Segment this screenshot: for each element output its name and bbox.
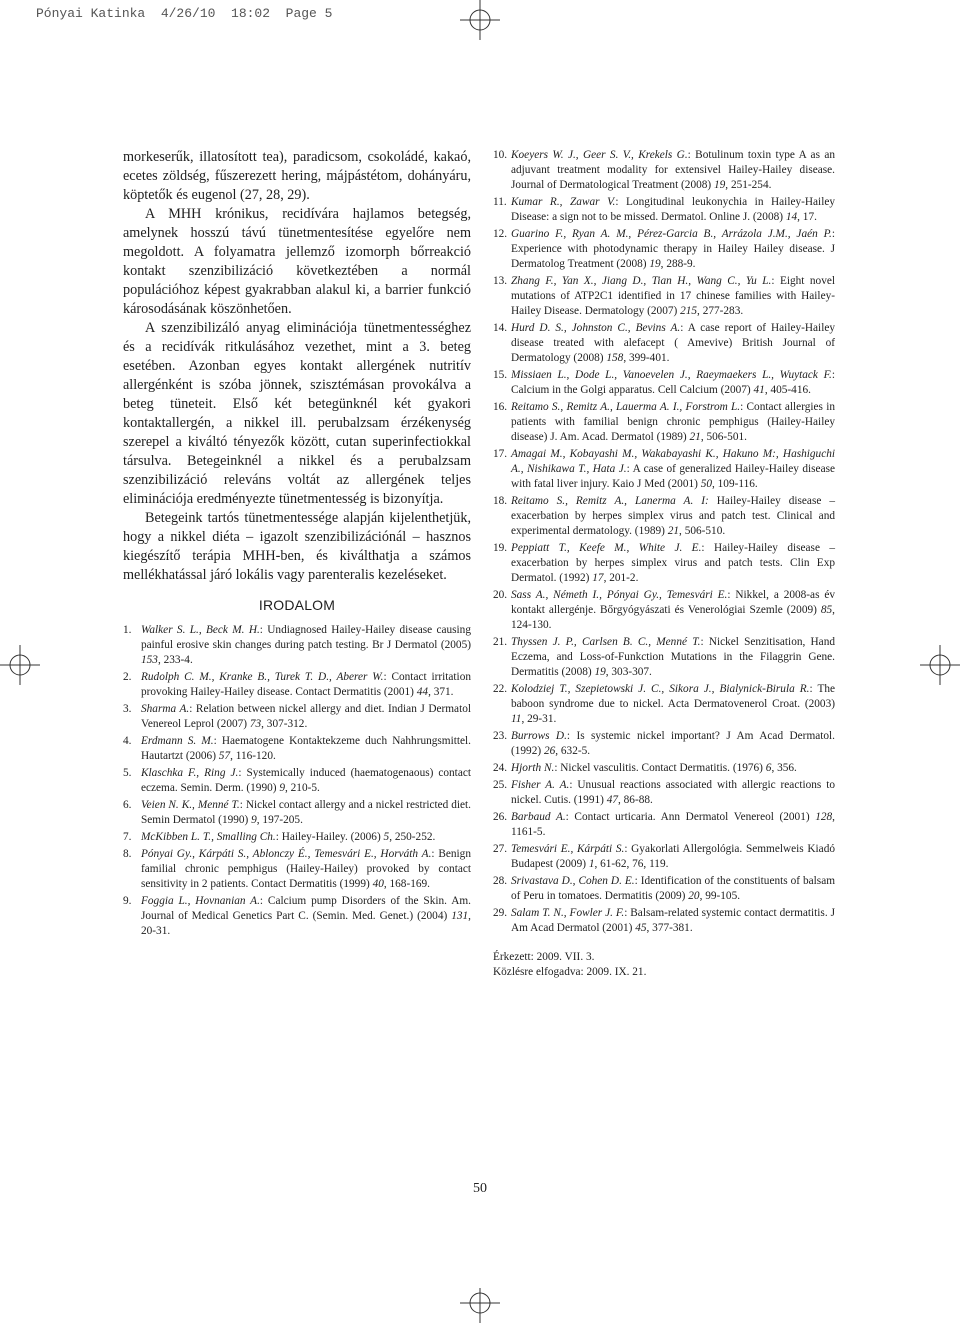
reference-pages: , 288-9. [660,258,696,270]
reference-item [493,400,835,445]
reference-item [123,830,471,845]
reference-pages: , 29-31. [521,713,557,725]
reference-text: : Calcium pump Disorders of the Skin. Am. Journal of Medical Genetics Part C. (Semin. Med. Genet.) (2004) [141,895,471,922]
reference-volume: 21 [667,525,680,537]
reference-volume: 153 [141,654,158,666]
reference-number: 12. [493,228,508,240]
reference-number: 10. [493,149,508,161]
reference-number: 22. [493,683,508,695]
reference-item [123,670,471,700]
reference-volume: 21 [689,431,701,443]
reference-item [493,148,835,193]
reference-authors: Koeyers W. J., Geer S. V., Krekels G. [511,149,688,161]
left-column [123,148,471,941]
reference-text: : Gyakorlati Allergológia. Semmelweis Kiadó Budapest (2009) [511,843,835,870]
reference-number: 27. [493,843,508,855]
reference-item [493,195,835,225]
reference-pages: , 371. [428,686,454,698]
reference-pages: , 124-130. [511,604,835,631]
reference-number: 29. [493,907,508,919]
reference-item [493,761,835,776]
reference-number: 26. [493,811,508,823]
reference-pages: , 210-5. [285,782,320,794]
reference-pages: , 277-283. [697,305,744,317]
reference-number: 9. [123,895,132,907]
body-paragraph: A szenzibilizáló anyag eliminációja tünetmentességhez és a recidívák ritkulásához vezethet, mint a 3. beteg esetében. Azonban egyes kontakt allergének nutritív allergénként is szóba jönnek, szisztémásan provokálva a beteg tüneteit. Első két betegünknél két gyakori kontaktallergén, a nikkel ill. perubalzsam érzékenység szerepel a kiváltó tényezők között, cutan superinfectiokkal társulva. Betegeinknél a nikkel és a perubalzsam szenzibilizáció releváns voltát az allergének teljes eliminációja eredményezte tünetmentesség is bizonyítja. [123,320,471,507]
reference-authors: Erdmann S. M. [141,735,214,747]
reference-volume: 85 [820,604,833,616]
reference-volume: 128 [815,811,833,823]
reference-volume: 26 [543,745,556,757]
reference-authors: McKibben L. T., Smalling Ch. [141,831,276,843]
reference-authors: Burrows D. [511,730,567,742]
reference-pages: , 1161-5. [511,811,835,838]
reference-list-left [123,623,471,939]
body-paragraph: A MHH krónikus, recidívára hajlamos betegség, amelynek hosszú távú tünetmentesítése egyelőre nem megoldott. A folyamatra jellemző izomorph bőrreakció kontakt szenzibilizáció következtében a normál populációhoz képest gyakrabban alakul ki, a barrier funkció károsodásának köszönhetően. [123,206,471,317]
reference-item [493,227,835,272]
reference-item [123,766,471,796]
reference-item [123,894,471,939]
reference-text: : Hailey-Hailey. (2006) [275,831,384,843]
reference-number: 28. [493,875,508,887]
reference-text: : Longitudinal leukonychia in Hailey-Hailey Disease: a sign not to be missed. Dermatol. Online J. (2008) [511,196,835,223]
reference-number: 21. [493,636,508,648]
reference-pages: , 303-307. [605,666,652,678]
reference-item [493,810,835,840]
reference-item [493,906,835,936]
reference-authors: Foggia L., Hovnanian A. [141,895,260,907]
reference-authors: Klaschka F., Ring J. [141,767,239,779]
reference-text: : Hailey-Hailey disease – exacerbation by herpes simplex virus and patch tests. Clin Exp Dermatol. (1992) [511,542,835,584]
accepted-date: Közlésre elfogadva: 2009. IX. 21. [493,966,647,978]
reference-text: Hailey-Hailey disease – exacerbation by herpes simplex virus and patch test. Clinical and experimental dermatology. (1989) [511,495,835,537]
reference-authors: Thyssen J. P., Carlsen B. C., Menné T. [511,636,701,648]
reference-number: 16. [493,401,508,413]
reference-text: : Contact allergies in patients with familial benign chronic pemphigus (Hailey-Hailey disease) J. Am. Acad. Dermatol (1989) [511,401,835,443]
reference-authors: Salam T. N., Fowler J. F. [511,907,625,919]
reference-volume: 41 [753,384,765,396]
reference-number: 7. [123,831,132,843]
reference-volume: 215 [680,305,698,317]
reference-text: : The baboon syndrome due to nickel. Acta Dermatovenerol Croat. (2003) [511,683,836,710]
reference-pages: , 201-2. [603,572,639,584]
reference-pages: , 356. [771,762,797,774]
reference-text: : Haematogene Kontaktekzeme duch Nahhrungsmittel. Hautartzt (2006) [141,735,471,762]
reference-item [493,729,835,759]
reference-number: 13. [493,275,508,287]
reference-number: 14. [493,322,508,334]
reference-pages: , 233-4. [157,654,193,666]
reference-text: : Eight novel mutations of ATP2C1 identified in 17 chinese families with Hailey-Hailey Disease. Dermatology (2007) [511,275,835,317]
reference-authors: Zhang F., Yan X., Jiang D., Tian H., Wang C., Yu L. [511,275,772,287]
reference-pages: , 377-381. [646,922,693,934]
reference-text: : Experience with photodynamic therapy in Hailey Hailey disease. J Dermatolog Treatment (2008) [511,228,835,270]
reference-volume: 131 [451,910,469,922]
reference-item [493,368,835,398]
reference-number: 24. [493,762,508,774]
reference-pages: , 20-31. [141,910,471,937]
reference-authors: Amagai M., Kobayashi M., Wakabayashi K., Hakuno M:, Hashiguchi A., Nishikawa T., Hata J. [511,448,835,475]
reference-item [123,623,471,668]
reference-text: : A case report of Hailey-Hailey disease treated with alefacept ( Amevive) British Journal of Dermatology (2008) [511,322,835,364]
reference-text: : Nickel vasculitis. Contact Dermatitis. (1976) [554,762,766,774]
reference-pages: , 251-254. [725,179,772,191]
reference-item [493,274,835,319]
reference-item [493,874,835,904]
reference-authors: Rudolph C. M., Kranke B., Turek T. D., Aberer W. [141,671,384,683]
reference-number: 15. [493,369,508,381]
reference-item [493,682,835,727]
reference-volume: 9 [279,782,285,794]
reference-volume: 50 [700,478,712,490]
reference-volume: 19 [714,179,726,191]
reference-text: : Identification of the constituents of balsam of Peru in tomatoes. Dermatitis (2009) [511,875,836,902]
reference-number: 1. [123,624,132,636]
reference-text: : Nickel Senzitisation, Hand Eczema, and Loss-of-Funkction Mutations in the Filaggrin Gene. Dermatitis (2008) [511,636,835,678]
reference-volume: 11 [511,713,522,725]
reference-number: 6. [123,799,132,811]
reference-authors: Reitamo S., Remitz A., Lauerma A. I., Forstrom L. [511,401,741,413]
reference-volume: 44 [416,686,429,698]
reference-item [493,588,835,633]
reference-pages: , 307-312. [261,718,308,730]
reference-number: 25. [493,779,508,791]
reference-number: 23. [493,730,508,742]
reference-item [123,702,471,732]
reference-volume: 45 [635,922,647,934]
body-paragraph: morkeserűk, illatosított tea), paradicsom, csokoládé, kakaó, ecetes zöldség, fűszerezett hering, májpástétom, dohányáru, köptetők és eugenol (27, 28, 29). [123,149,471,203]
reference-authors: Walker S. L., Beck M. H. [141,624,260,636]
registration-mark-left [0,640,40,690]
reference-pages: , 197-205. [256,814,303,826]
reference-authors: Guarino F., Ryan A. M., Pérez-Garcia B., Arrázola J.M., Jaén P. [511,228,832,240]
reference-text: : Contact urticaria. Ann Dermatol Venereol (2001) [565,811,816,823]
reference-text: : Relation between nickel allergy and diet. Indian J Dermatol Venereol Leprol (2007) [141,703,471,730]
reference-authors: Sass A., Németh I., Pónyai Gy., Temesvári E. [511,589,728,601]
reference-pages: , 109-116. [712,478,758,490]
reference-authors: Srivastava D., Cohen D. E. [511,875,635,887]
reference-item [493,778,835,808]
reference-text: : Benign familial chronic pemphigus (Hailey-Hailey) provoked by contact sensitivity in 2 patients. Contact Dermatitis (1999) [141,848,471,890]
reference-pages: , 17. [797,211,817,223]
reference-authors: Hurd D. S., Johnston C., Bevins A. [511,322,681,334]
reference-number: 11. [493,196,507,208]
reference-volume: 9 [251,814,257,826]
reference-volume: 5 [383,831,390,843]
reference-number: 5. [123,767,132,779]
reference-list-right [493,148,835,936]
reference-pages: , 506-510. [679,525,726,537]
reference-item [493,321,835,366]
reference-pages: , 116-120. [230,750,276,762]
reference-text: : Contact irritation provoking Hailey-Hailey disease. Contact Dermatitis (2001) [141,671,471,698]
reference-text: : Is systemic nickel important? J Am Acad Dermatol. (1992) [511,730,835,757]
reference-volume: 19 [594,666,606,678]
page-number: 50 [473,1181,487,1196]
reference-text: : Nikkel, a 2008-as év kontakt allergénje. Bőrgyógyászati és Venerológiai Szemle (2009) [511,589,835,616]
received-date: Érkezett: 2009. VII. 3. [493,951,595,963]
reference-item [493,541,835,586]
reference-text: : Botulinum toxin type A as an adjuvant treatment modality for extensivel Hailey-Hailey disease. Journal of Dermatological Treatment (2008) [511,149,835,191]
right-column [493,148,835,980]
reference-volume: 158 [606,352,624,364]
reference-pages: , 632-5. [555,745,591,757]
reference-authors: Kumar R., Zawar V. [511,196,616,208]
reference-authors: Missiaen L., Dode L., Vanoevelen J., Raeymaekers L., Wuytack F. [511,369,832,381]
reference-number: 20. [493,589,508,601]
reference-pages: , 506-501. [700,431,747,443]
reference-number: 8. [123,848,132,860]
reference-volume: 17 [592,572,604,584]
reference-text: : Systemically induced (haematogenaous) contact eczema. Semin. Derm. (1990) [141,767,471,794]
reference-item [123,734,471,764]
body-text [123,148,471,585]
reference-text: : A case of generalized Hailey-Hailey disease with fatal liver injury. Kaio J Med (2001) [511,463,835,490]
reference-item [493,447,835,492]
reference-volume: 47 [606,794,618,806]
print-slug: Pónyai Katinka 4/26/10 18:02 Page 5 [36,6,333,21]
reference-authors: Temesvári E., Kárpáti S. [511,843,625,855]
registration-mark-top [455,0,505,40]
reference-item [493,494,835,539]
reference-volume: 6 [765,762,772,774]
reference-text: : Balsam-related systemic contact dermatitis. J Am Acad Dermatol (2001) [511,907,835,934]
reference-text: : Nickel contact allergy and a nickel restricted diet. Semin Dermatol (1990) [141,799,472,826]
reference-pages: , 61-62, 76, 119. [594,858,669,870]
reference-volume: 19 [649,258,661,270]
body-paragraph: Betegeink tartós tünetmentessége alapján kijelenthetjük, hogy a nikkel diéta – igazolt szenzibilizációnál – hasznos kiegészítő terápia MHH-ben, és kiválthatja a számos mellékhatással járó lokális vagy parenteralis kezeléseket. [123,510,471,583]
reference-text: : Unusual reactions associated with allergic reactions to nickel. Cutis. (1991) [511,779,835,806]
reference-authors: Reitamo S., Remitz A., Lanerma A. I: [511,495,709,507]
reference-text: : Calcium in the Golgi apparatus. Cell Calcium (2007) [511,369,835,396]
reference-item [493,842,835,872]
reference-volume: 73 [249,718,262,730]
reference-number: 2. [123,671,132,683]
reference-authors: Kolodziej T., Szepietowski J. C., Sikora J., Bialynick-Birula R. [511,683,810,695]
reference-pages: , 99-105. [699,890,741,902]
reference-number: 18. [493,495,508,507]
reference-pages: , 399-401. [623,352,670,364]
reference-item [123,847,471,892]
reference-volume: 40 [372,878,384,890]
reference-text: : Undiagnosed Hailey-Hailey disease causing painful erosive skin changes during patch testing. Br J Dermatol (2005) [141,624,471,651]
reference-item [123,798,471,828]
reference-pages: , 86-88. [618,794,653,806]
reference-volume: 14 [785,211,798,223]
reference-number: 3. [123,703,132,715]
reference-number: 19. [493,542,508,554]
reference-authors: Hjorth N. [511,762,555,774]
reference-volume: 20 [688,890,700,902]
reference-pages: , 250-252. [389,831,436,843]
reference-authors: Barbaud A. [511,811,566,823]
reference-authors: Peppiatt T., Keefe M., White J. E. [511,542,702,554]
reference-authors: Sharma A. [141,703,190,715]
article-dates [493,950,835,980]
reference-authors: Fisher A. A. [511,779,570,791]
reference-volume: 1 [588,858,595,870]
reference-item [493,635,835,680]
reference-pages: , 405-416. [764,384,811,396]
reference-volume: 57 [218,750,231,762]
reference-pages: , 168-169. [383,878,430,890]
reference-number: 4. [123,735,132,747]
registration-mark-bottom [455,1288,505,1323]
registration-mark-right [920,640,960,690]
reference-authors: Pónyai Gy., Kárpáti S., Ablonczy É., Temesvári E., Horváth A. [141,848,432,860]
reference-authors: Veien N. K., Menné T. [141,799,240,811]
reference-number: 17. [493,448,508,460]
references-heading: IRODALOM [258,597,336,613]
